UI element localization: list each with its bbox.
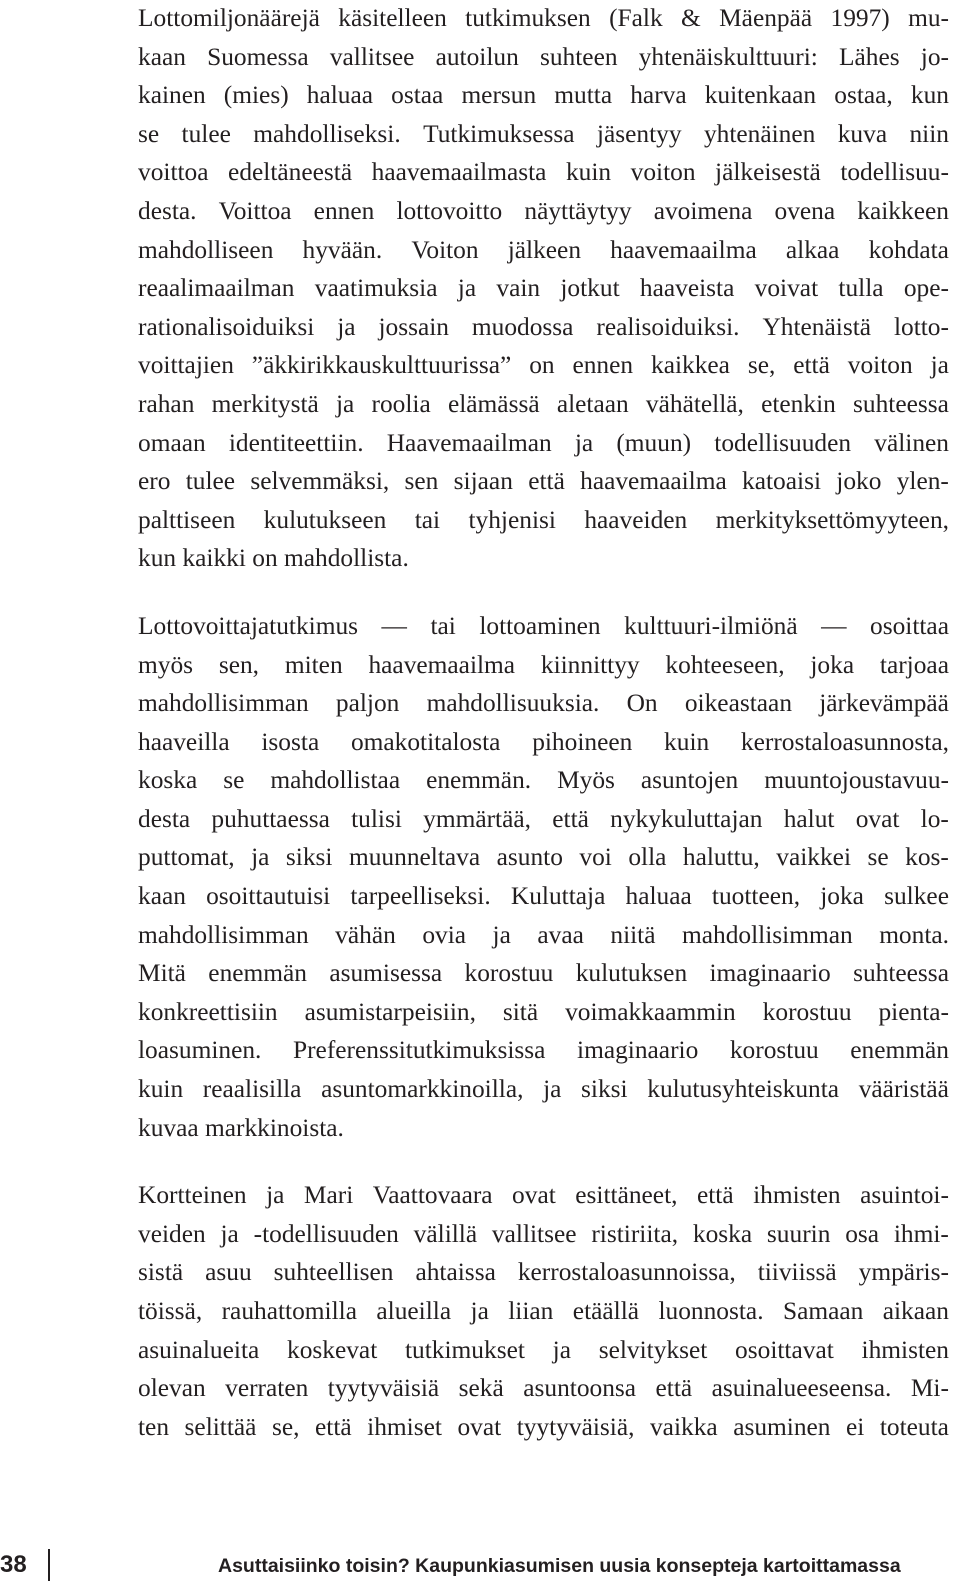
text-line: kun kaikki on mahdollista.: [138, 544, 409, 573]
footer-divider: [48, 1549, 50, 1581]
text-line: konkreettisiin asumistarpeisiin, sitä voimakkaammin korostuu pienta-: [138, 997, 949, 1026]
text-line: voittajien ”äkkirikkauskulttuurissa” on ennen kaikkea se, että voiton ja: [138, 351, 949, 380]
text-line: puttomat, ja siksi muunneltava asunto voi olla haluttu, vaikkei se kos-: [138, 843, 949, 872]
text-line: asuinalueita koskevat tutkimukset ja selvitykset osoittavat ihmisten: [138, 1335, 949, 1364]
text-line: rationalisoiduiksi ja jossain muodossa realisoiduiksi. Yhtenäistä lotto-: [138, 312, 949, 341]
text-line: kaan Suomessa vallitsee autoilun suhteen yhtenäiskulttuuri: Lähes jo-: [138, 42, 949, 71]
text-line: mahdollisimman paljon mahdollisuuksia. On oikeastaan järkevämpää: [138, 689, 949, 718]
text-line: veiden ja -todellisuuden välillä vallitsee ristiriita, koska suurin osa ihmi-: [138, 1219, 949, 1248]
page-number: 38: [0, 1551, 27, 1578]
text-line: myös sen, miten haavemaailma kiinnittyy kohteeseen, joka tarjoaa: [138, 650, 949, 679]
text-line: Lottovoittajatutkimus — tai lottoaminen kulttuuri-ilmiönä — osoittaa: [138, 611, 949, 640]
text-line: loasuminen. Preferenssitutkimuksissa imaginaario korostuu enemmän: [138, 1036, 949, 1065]
text-line: sistä asuu suhteellisen ahtaissa kerrostaloasunnoissa, tiiviissä ympäris-: [138, 1258, 949, 1287]
text-line: koska se mahdollistaa enemmän. Myös asuntojen muuntojoustavuu-: [138, 766, 949, 795]
text-line: ten selittää se, että ihmiset ovat tyytyväisiä, vaikka asuminen ei toteuta: [138, 1412, 949, 1441]
text-line: omaan identiteettiin. Haavemaailman ja (muun) todellisuuden välinen: [138, 428, 949, 457]
text-line: kainen (mies) haluaa ostaa mersun mutta harva kuitenkaan ostaa, kun: [138, 81, 949, 110]
text-line: mahdollisimman vähän ovia ja avaa niitä mahdollisimman monta.: [138, 920, 949, 949]
text-line: reaalimaailman vaatimuksia ja vain jotkut haaveista voivat tulla ope-: [138, 274, 949, 303]
page-footer: [0, 1549, 960, 1581]
text-line: voittoa edeltäneestä haavemaailmasta kuin voiton jälkeisestä todellisuu-: [138, 158, 949, 187]
paragraph-gap: [138, 1147, 949, 1176]
text-line: kaan osoittautuisi tarpeelliseksi. Kuluttaja haluaa tuotteen, joka sulkee: [138, 882, 949, 911]
paragraph-gap: [138, 578, 949, 607]
text-line: kuin reaalisilla asuntomarkkinoilla, ja siksi kulutusyhteiskunta vääristää: [138, 1075, 949, 1104]
text-line: desta puhuttaessa tulisi ymmärtää, että nykykuluttajan halut ovat lo-: [138, 804, 949, 833]
text-line: töissä, rauhattomilla alueilla ja liian etäällä luonnosta. Samaan aikaan: [138, 1297, 949, 1325]
paragraph: [138, 0, 949, 578]
text-line: Kortteinen ja Mari Vaattovaara ovat esittäneet, että ihmisten asuintoi-: [138, 1181, 949, 1210]
text-line: olevan verraten tyytyväisiä sekä asuntoonsa että asuinalueeseensa. Mi-: [138, 1374, 949, 1403]
text-line: Lottomiljonäärejä käsitelleen tutkimuksen (Falk & Mäenpää 1997) mu-: [138, 4, 949, 32]
body-text: [138, 0, 949, 1446]
text-line: mahdolliseen hyvään. Voiton jälkeen haavemaailma alkaa kohdata: [138, 235, 949, 264]
text-line: ero tulee selvemmäksi, sen sijaan että haavemaailma katoaisi joko ylen-: [138, 467, 949, 496]
text-line: rahan merkitystä ja roolia elämässä aletaan vähätellä, etenkin suhteessa: [138, 389, 949, 418]
text-line: desta. Voittoa ennen lottovoitto näyttäytyy avoimena ovena kaikkeen: [138, 196, 949, 225]
text-line: kuvaa markkinoista.: [138, 1113, 344, 1142]
text-line: haaveilla isosta omakotitalosta pihoineen kuin kerrostaloasunnosta,: [138, 727, 949, 756]
paragraph: [138, 607, 949, 1147]
text-line: se tulee mahdolliseksi. Tutkimuksessa jäsentyy yhtenäinen kuva niin: [138, 119, 949, 148]
running-title: Asuttaisiinko toisin? Kaupunkiasumisen uusia konsepteja kartoittamassa: [218, 1555, 901, 1577]
text-line: palttiseen kulutukseen tai tyhjenisi haaveiden merkityksettömyyteen,: [138, 505, 949, 534]
text-line: Mitä enemmän asumisessa korostuu kulutuksen imaginaario suhteessa: [138, 959, 949, 988]
paragraph: [138, 1176, 949, 1446]
